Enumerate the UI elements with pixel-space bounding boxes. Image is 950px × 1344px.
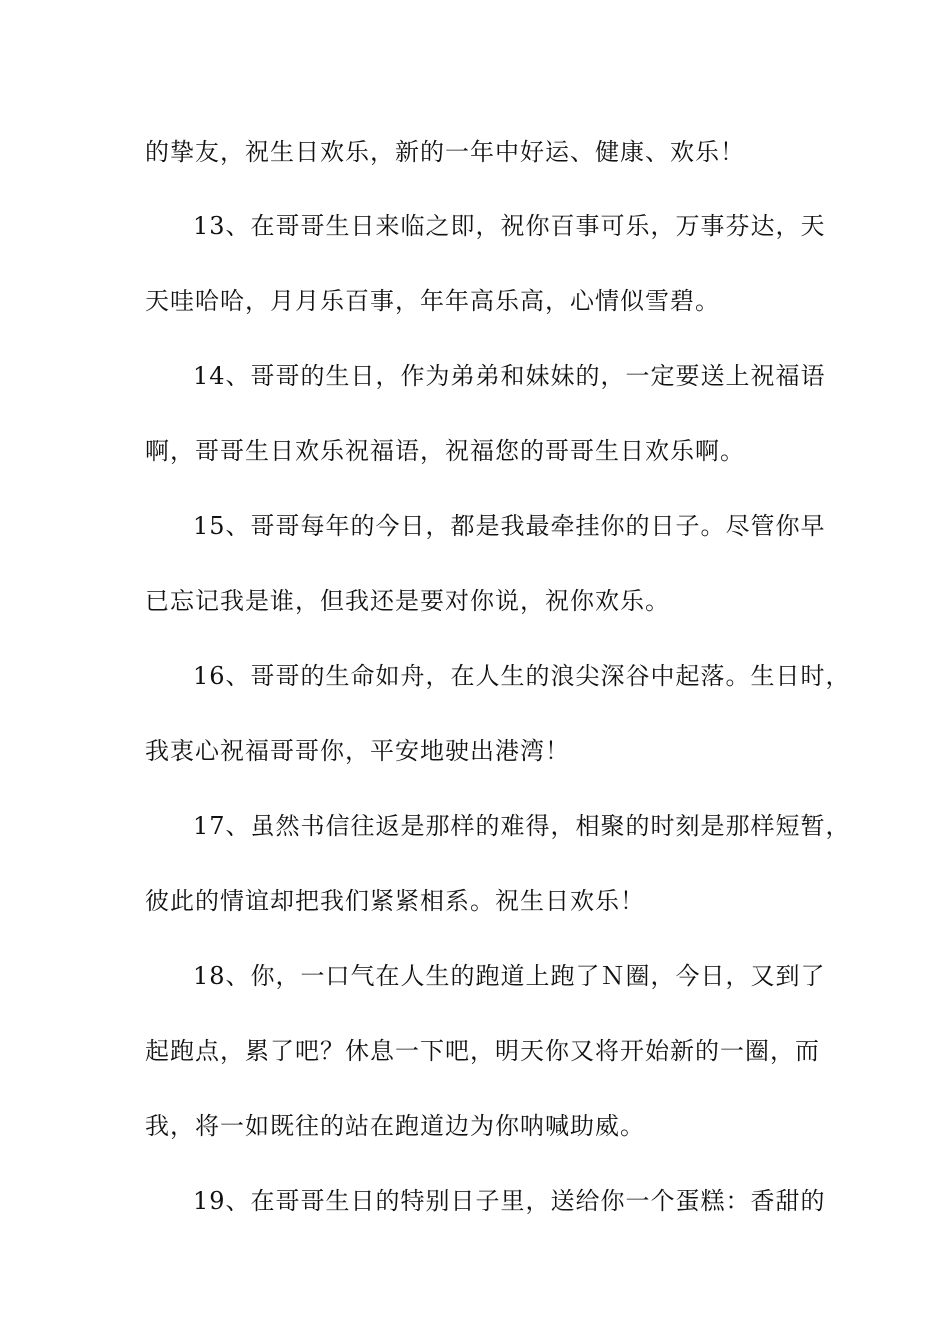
paragraph-16-line-1: 16、哥哥的生命如舟，在人生的浪尖深谷中起落。生日时， [193,662,851,690]
paragraph-13-line-1: 13、在哥哥生日来临之即，祝你百事可乐，万事芬达，天 [193,212,826,240]
paragraph-16-line-2: 我衷心祝福哥哥你，平安地驶出港湾！ [145,737,570,765]
text-line: 的挚友，祝生日欢乐，新的一年中好运、健康、欢乐！ [145,138,745,166]
paragraph-19-line-1: 19、在哥哥生日的特别日子里，送给你一个蛋糕：香甜的 [193,1187,826,1215]
paragraph-15-line-1: 15、哥哥每年的今日，都是我最牵挂你的日子。尽管你早 [193,512,826,540]
paragraph-18-line-3: 我，将一如既往的站在跑道边为你呐喊助威。 [145,1112,645,1140]
paragraph-15-line-2: 已忘记我是谁，但我还是要对你说，祝你欢乐。 [145,587,670,615]
paragraph-18-line-2: 起跑点，累了吧？休息一下吧，明天你又将开始新的一圈，而 [145,1037,820,1065]
paragraph-17-line-1: 17、虽然书信往返是那样的难得，相聚的时刻是那样短暂， [193,812,851,840]
paragraph-14-line-2: 啊，哥哥生日欢乐祝福语，祝福您的哥哥生日欢乐啊。 [145,437,745,465]
paragraph-13-line-2: 天哇哈哈，月月乐百事，年年高乐高，心情似雪碧。 [145,287,720,315]
paragraph-18-line-1: 18、你，一口气在人生的跑道上跑了Ｎ圈，今日，又到了 [193,962,826,990]
paragraph-17-line-2: 彼此的情谊却把我们紧紧相系。祝生日欢乐！ [145,887,645,915]
paragraph-14-line-1: 14、哥哥的生日，作为弟弟和妹妹的，一定要送上祝福语 [193,362,826,390]
